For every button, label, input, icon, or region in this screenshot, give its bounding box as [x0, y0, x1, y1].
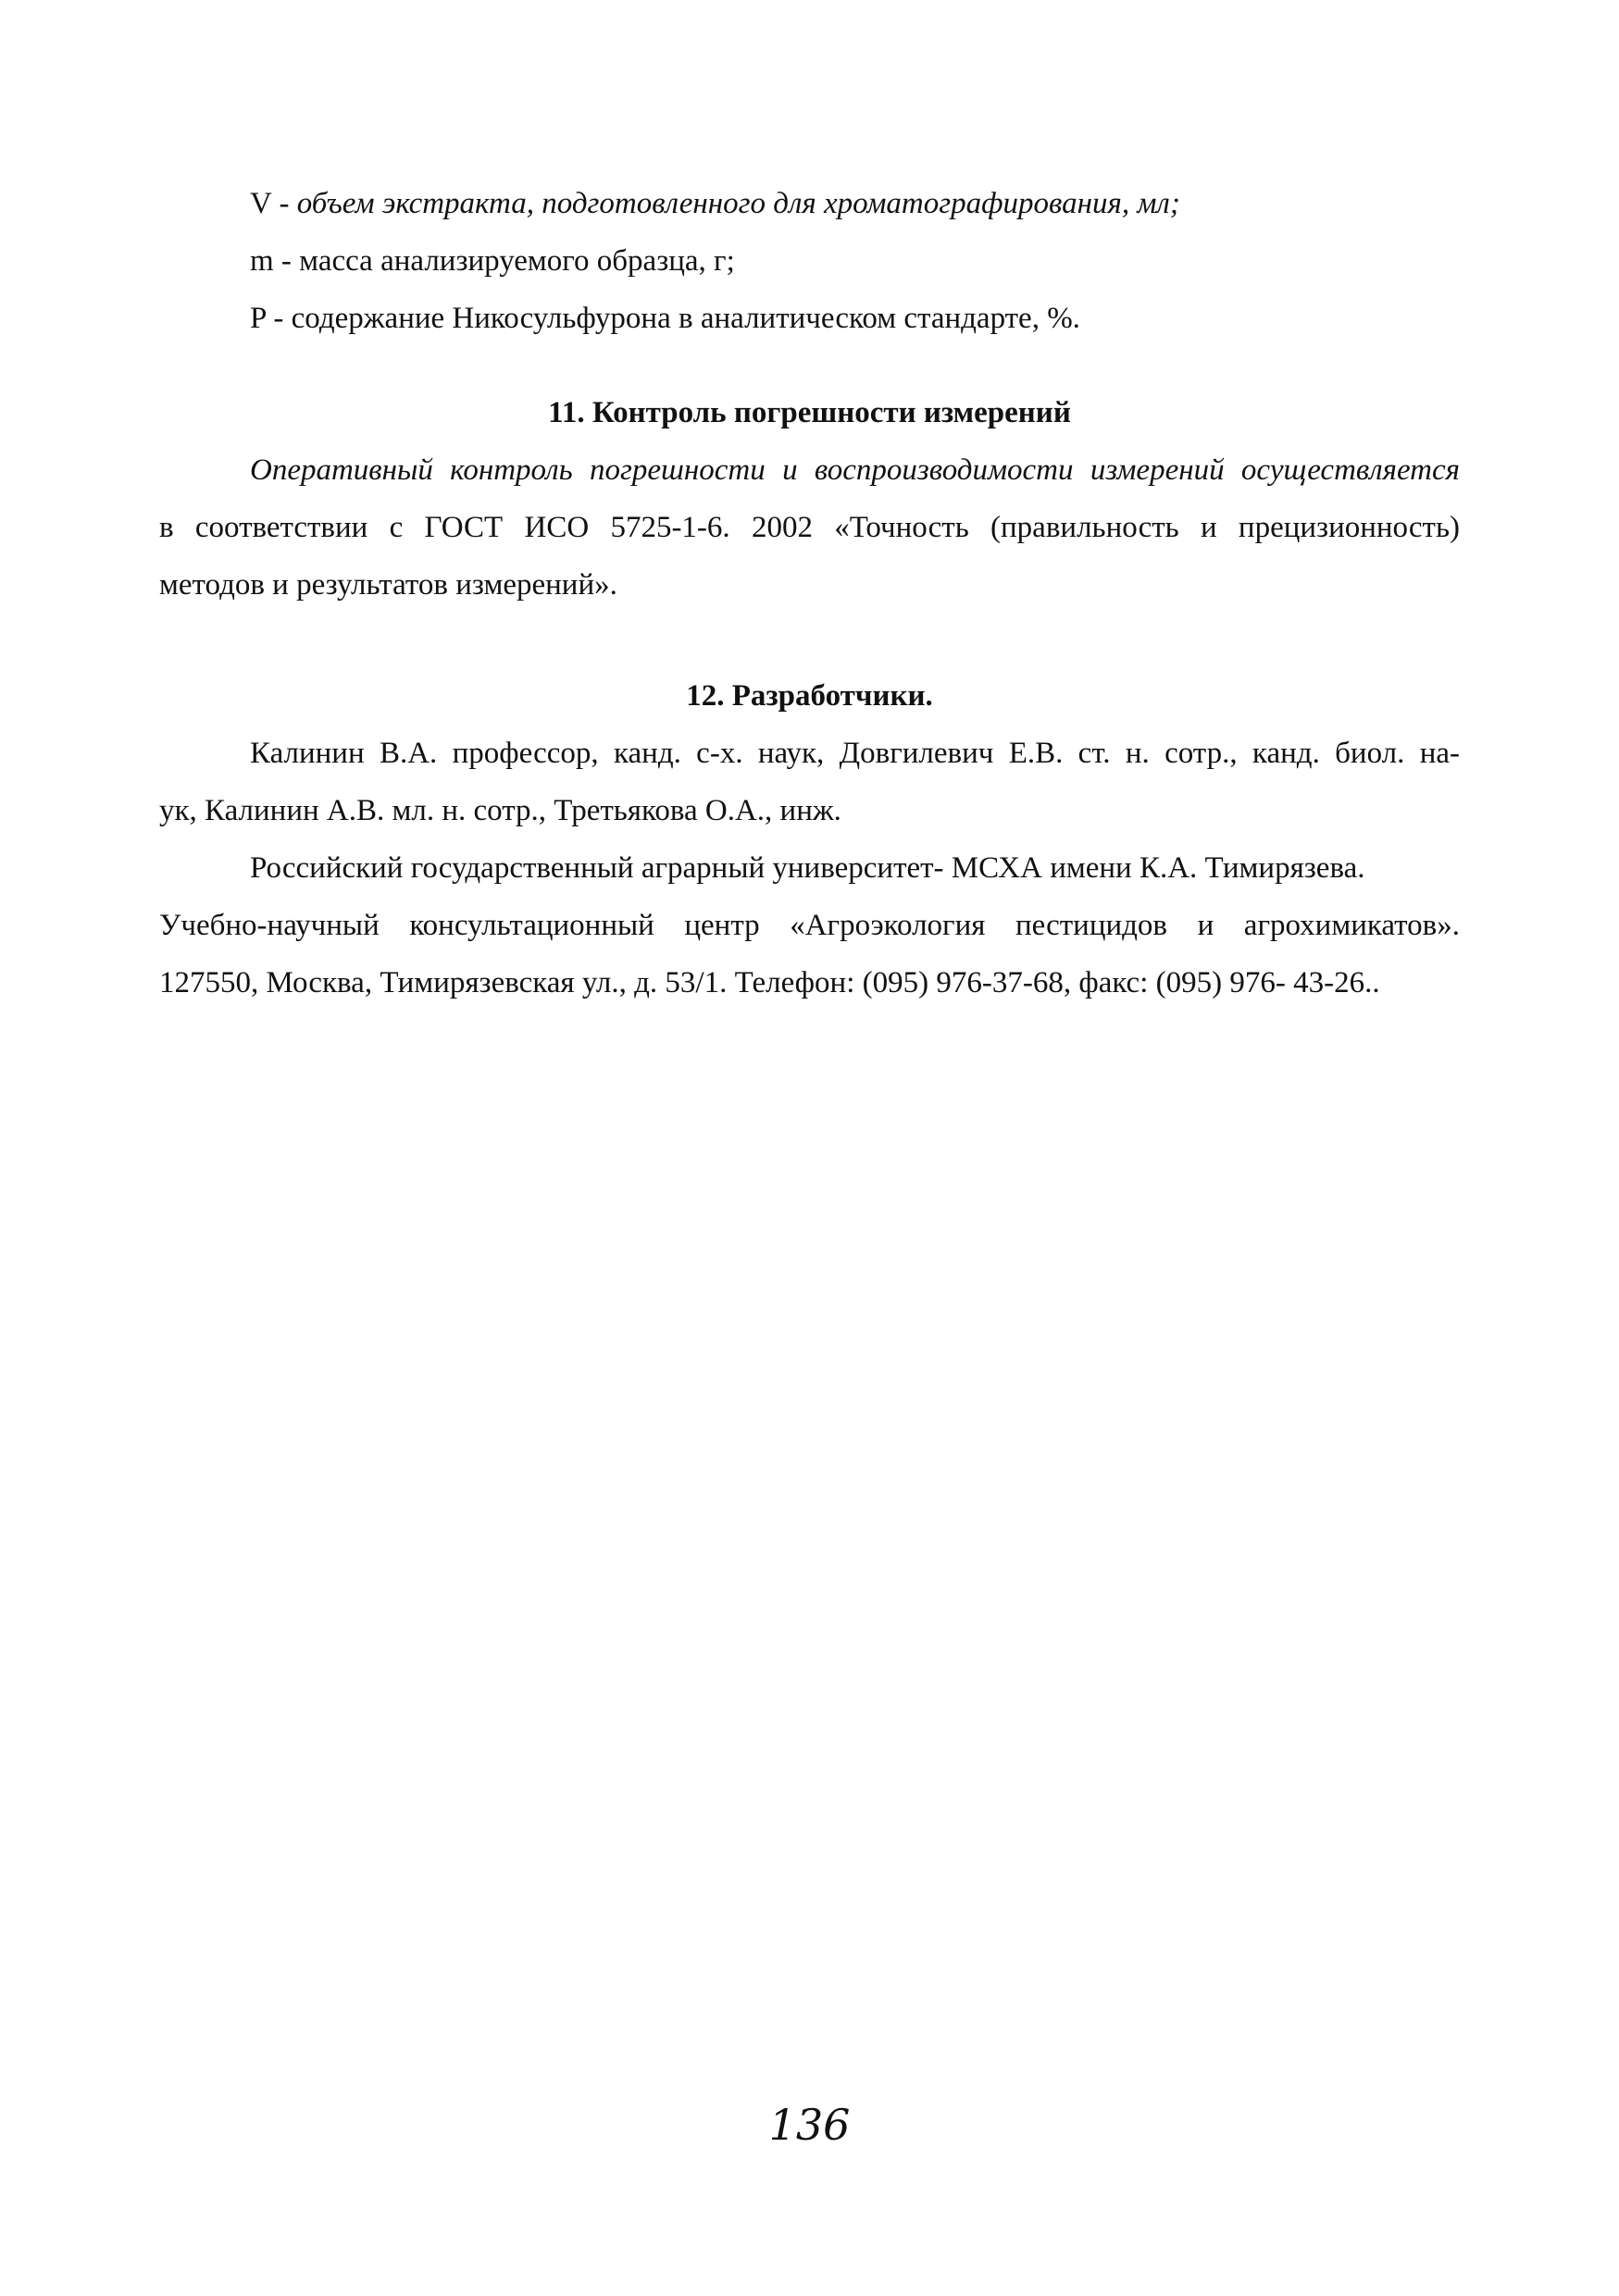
- section-11-line-1: Оперативный контроль погрешности и воспроизводимости измерений осуществляется: [250, 453, 1460, 487]
- definition-v-text: объем экстракта, подготовленного для хроматографирования, мл;: [296, 187, 1180, 220]
- definition-m-symbol: m -: [250, 244, 300, 278]
- section-12-line-1: Калинин В.А. профессор, канд. с-х. наук, Довгилевич Е.В. ст. н. сотр., канд. биол. на-: [250, 737, 1460, 770]
- section-11-line-2: в соответствии с ГОСТ ИСО 5725-1-6. 2002 «Точность (правильность и прецизионность): [159, 511, 1460, 544]
- definition-p: [250, 300, 1080, 337]
- definition-v: [250, 185, 1180, 222]
- page-number: 136: [768, 2100, 851, 2150]
- section-12-heading: 12. Разработчики.: [686, 679, 933, 713]
- section-11-heading: 11. Контроль погрешности измерений: [548, 396, 1071, 429]
- definition-v-symbol: V -: [250, 187, 297, 220]
- definition-m-text: масса анализируемого образца, г;: [299, 244, 735, 278]
- definition-m: [250, 242, 735, 279]
- section-12-line-2: ук, Калинин А.В. мл. н. сотр., Третьякова О.А., инж.: [159, 794, 841, 827]
- definition-p-symbol: P -: [250, 302, 292, 335]
- definition-p-text: содержание Никосульфурона в аналитическом стандарте, %.: [291, 302, 1080, 335]
- section-12-line-5: 127550, Москва, Тимирязевская ул., д. 53/1. Телефон: (095) 976-37-68, факс: (095) 976- 43-26..: [159, 966, 1380, 999]
- section-12-line-4: Учебно-научный консультационный центр «Агроэкология пестицидов и агрохимикатов».: [159, 909, 1460, 942]
- section-11-line-3: методов и результатов измерений».: [159, 568, 617, 602]
- section-12-line-3: Российский государственный аграрный университет- МСХА имени К.А. Тимирязева.: [250, 851, 1365, 885]
